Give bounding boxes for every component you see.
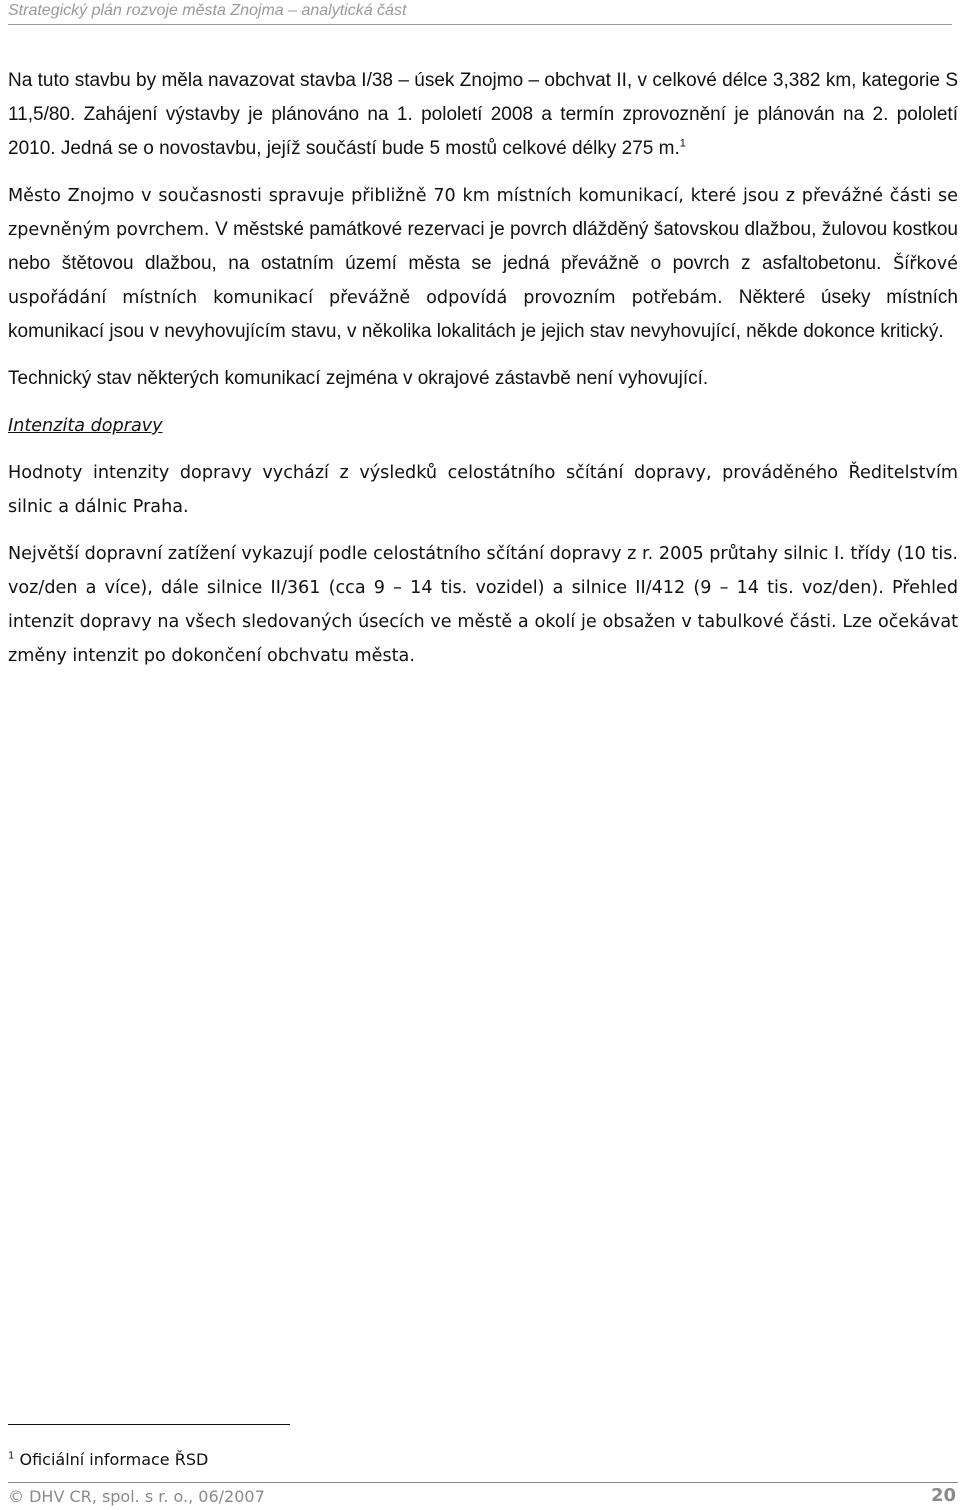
paragraph-local-roads [8,179,958,349]
footnote-text: Oficiální informace ŘSD [19,1450,209,1469]
footer-company: DHV CR, spol. s r. o., 06/2007 [29,1487,265,1506]
footnote-divider [8,1424,290,1425]
copyright-icon: © [8,1487,24,1506]
paragraph-sentence: V městské památkové rezervaci je povrch dlážděný šatovskou dlažbou, žulovou kostkou nebo štětovou dlažbou, na ostatním území města se jedná převážně o povrch z asfaltobetonu. [8,219,959,274]
page-footer [8,1486,265,1508]
header-title: Strategický plán rozvoje města Znojma – analytická část [8,2,407,19]
footer-divider [8,1482,958,1483]
paragraph-technical-state: Technický stav některých komunikací zejména v okrajové zástavbě není vyhovující. [8,368,709,389]
page-number: 20 [930,1485,956,1506]
paragraph-sentence: Město Znojmo v současnosti spravuje přibližně 70 km místních komunikací, které jsou z převážné části se zpevněným povrchem. [8,186,958,240]
page-header [8,0,952,25]
footnote-ref: 1 [679,137,686,150]
paragraph-text: Na tuto stavbu by měla navazovat stavba I/38 – úsek Znojmo – obchvat II, v celkové délce 3,382 km, kategorie S 11,5/80. Zahájení výstavby je plánováno na 1. pololetí 2008 a termín zprovoznění je plánován na 2. pololetí 2010. Jedná se o novostavbu, jejíž součástí bude 5 mostů celkové délky 275 m. [8,70,958,159]
paragraph-bypass-construction [8,64,958,166]
footnote [8,1448,208,1472]
section-heading: Intenzita dopravy [8,416,163,436]
paragraph-sentence: Některé úseky místních komunikací jsou v nevyhovujícím stavu, v několika lokalitách je jejich stav nevyhovující, někde dokonce kritický. [8,287,958,342]
footnote-number: 1 [8,1450,15,1462]
paragraph-traffic-load: Největší dopravní zatížení vykazují podle celostátního sčítání dopravy z r. 2005 průtahy silnic I. třídy (10 tis. voz/den a více), dále silnice II/361 (cca 9 – 14 tis. vozidel) a silnice II/412 (9 – 14 tis. voz/den). Přehled intenzit dopravy na všech sledovaných úsecích ve městě a okolí je obsažen v tabulkové části. Lze očekávat změny intenzit po dokončení obchvatu města. [8,544,958,666]
paragraph-traffic-values: Hodnoty intenzity dopravy vychází z výsledků celostátního sčítání dopravy, prováděného Ředitelstvím silnic a dálnic Praha. [8,463,958,517]
paragraph-sentence: Šířkové uspořádání místních komunikací převážně odpovídá provozním potřebám. [8,254,958,308]
document-body [8,64,958,686]
